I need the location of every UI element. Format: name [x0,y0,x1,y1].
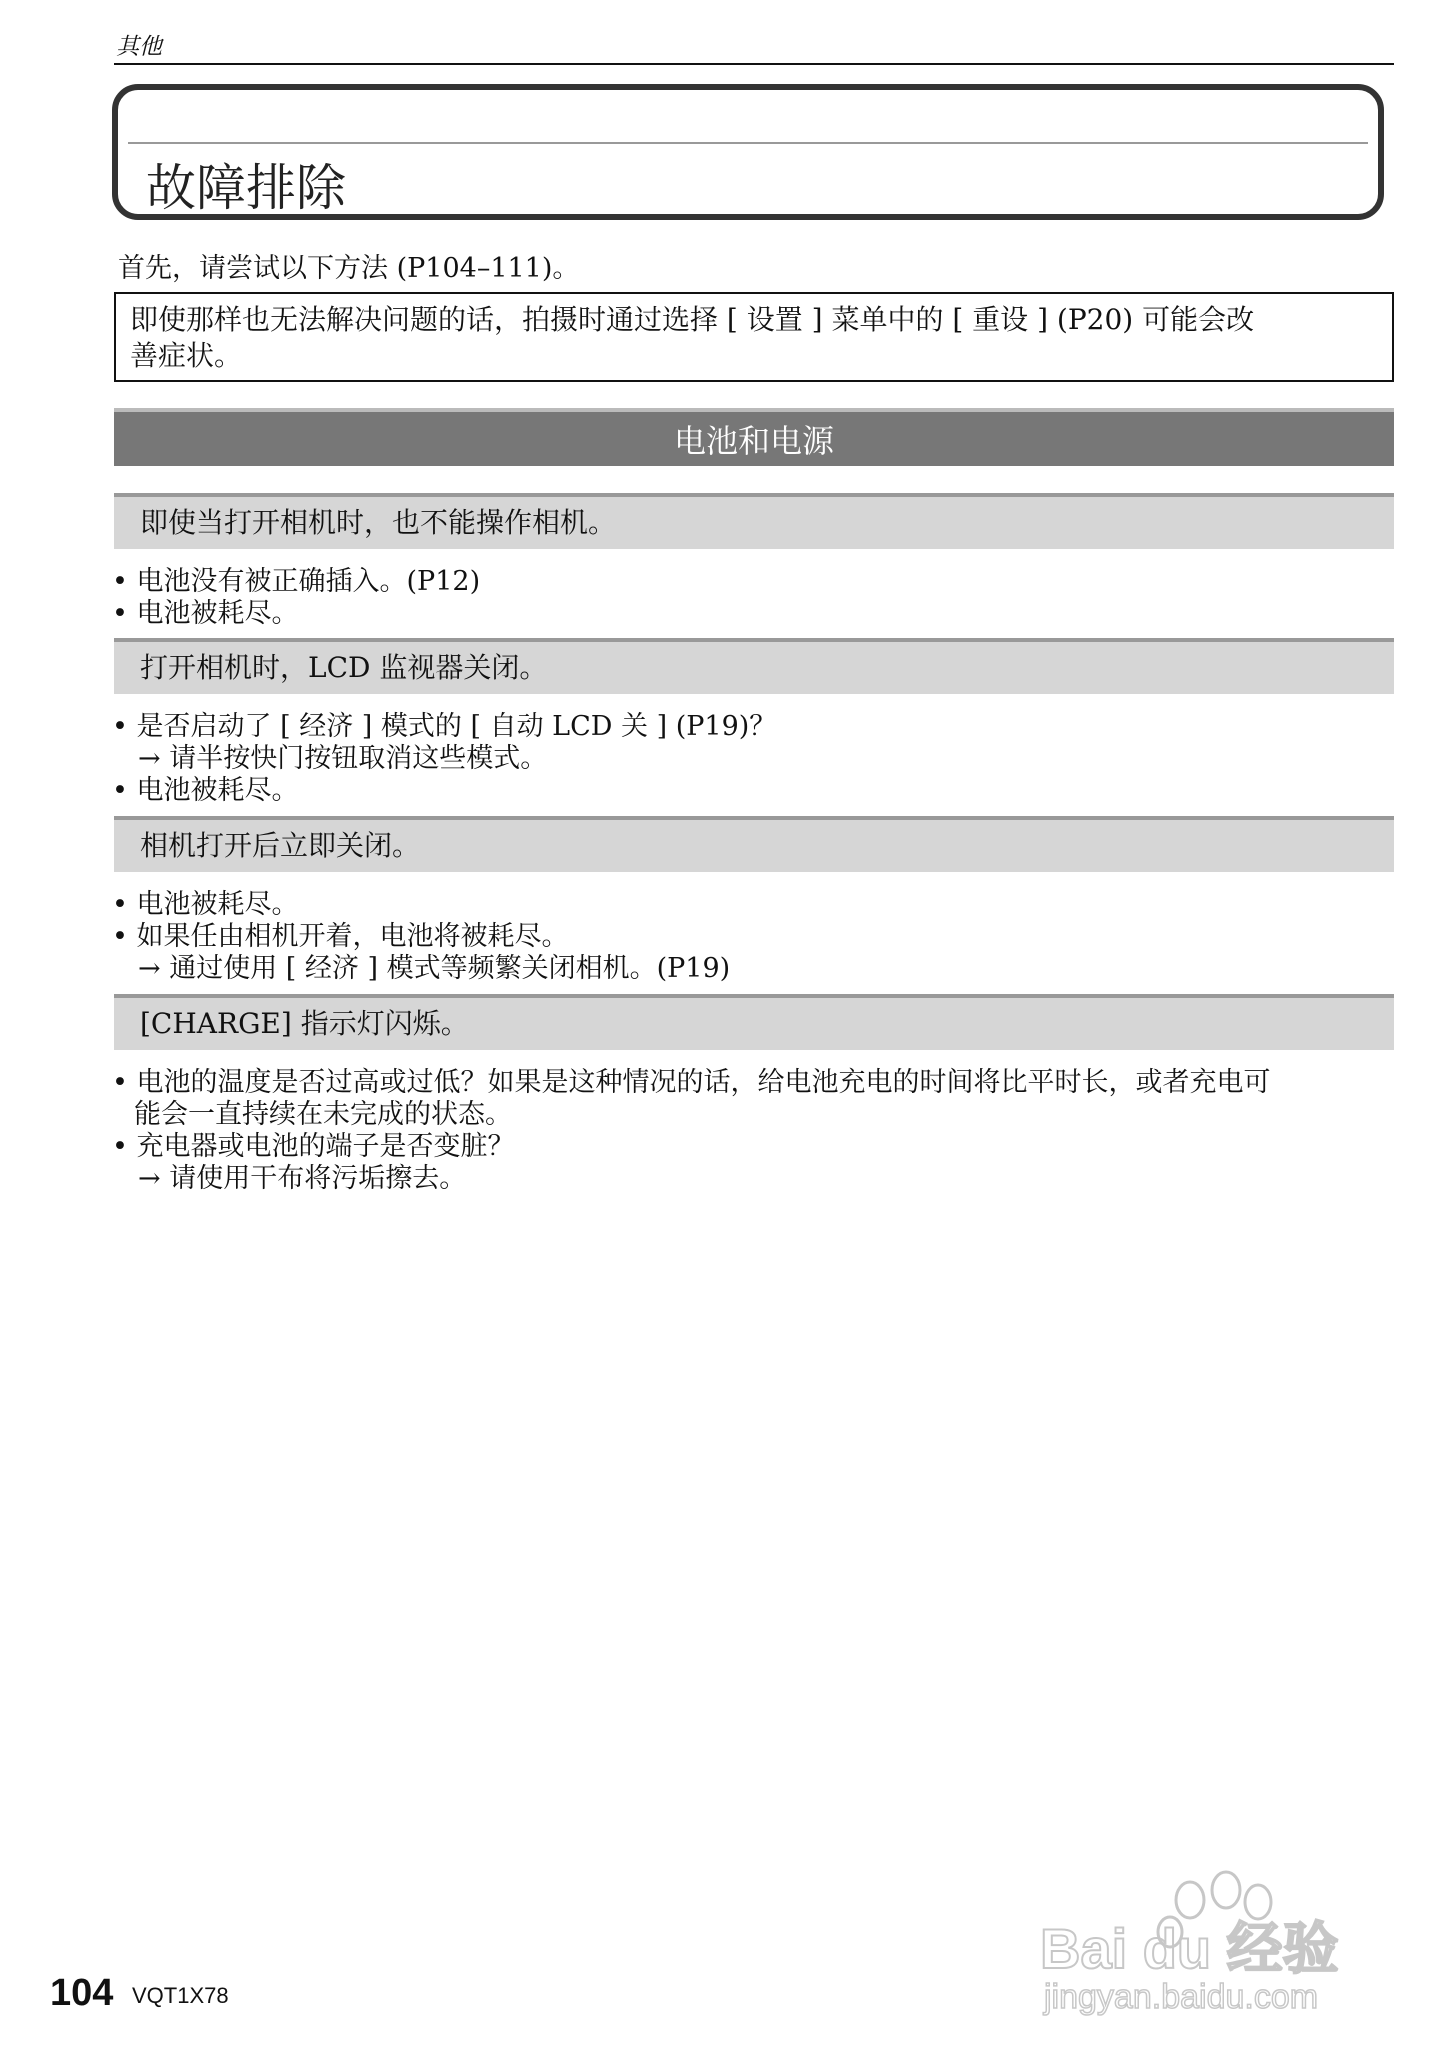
answer-arrow-line: → 请使用干布将污垢擦去。 [138,1163,467,1194]
answer-arrow-line: → 请半按快门按钮取消这些模式。 [138,743,548,774]
watermark-url: jingyan.baidu.com [1044,1978,1319,2016]
answer-continuation-line: 能会一直持续在未完成的状态。 [134,1099,512,1130]
answer-line: • 电池被耗尽。 [112,889,299,920]
answer-line: • 电池的温度是否过高或过低？如果是这种情况的话，给电池充电的时间将比平时长，或者充电可 [112,1067,1271,1098]
page-title: 故障排除 [146,159,346,217]
header-rule [114,63,1394,65]
note-box [114,292,1394,382]
intro-text: 首先，请尝试以下方法 (P104–111)。 [118,253,580,284]
answer-list [112,711,1396,807]
question-bar: 相机打开后立即关闭。 [114,816,1394,872]
title-inner-rule [128,142,1368,144]
note-line-1: 即使那样也无法解决问题的话，拍摄时通过选择 [ 设置 ] 菜单中的 [ 重设 ] (P20) 可能会改 [130,303,1255,336]
question-bar: 打开相机时，LCD 监视器关闭。 [114,638,1394,694]
note-line-2: 善症状。 [130,339,243,372]
title-frame [112,84,1384,220]
answer-line: • 是否启动了 [ 经济 ] 模式的 [ 自动 LCD 关 ] (P19)？ [112,711,777,742]
answer-line: • 电池被耗尽。 [112,598,299,629]
question-bar: [CHARGE] 指示灯闪烁。 [114,994,1394,1050]
answer-line: • 电池被耗尽。 [112,775,299,806]
answer-line: • 如果任由相机开着，电池将被耗尽。 [112,921,569,952]
answer-list [112,1067,1396,1195]
page-number: 104 [50,1972,114,2014]
answer-line: • 电池没有被正确插入。(P12) [112,566,481,597]
answer-list [112,889,1396,985]
answer-arrow-line: → 通过使用 [ 经济 ] 模式等频繁关闭相机。(P19) [138,953,731,984]
document-code: VQT1X78 [132,1983,229,2008]
answer-list [112,566,1396,630]
section-heading: 电池和电源 [114,408,1394,466]
watermark-brand: Bai du 经验 [1040,1917,1339,1980]
header-section-label: 其他 [116,34,162,60]
baidu-watermark-logo [1030,1840,1390,2020]
answer-line: • 充电器或电池的端子是否变脏？ [112,1131,515,1162]
question-bar: 即使当打开相机时，也不能操作相机。 [114,493,1394,549]
